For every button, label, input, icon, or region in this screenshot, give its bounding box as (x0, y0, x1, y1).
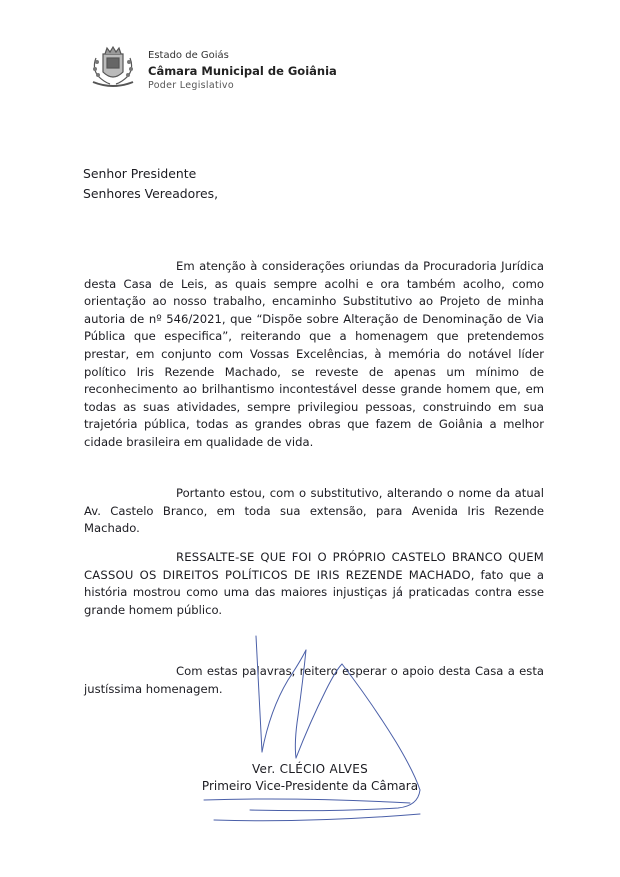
paragraph-1-text: Em atenção à considerações oriundas da Procuradoria Jurídica desta Casa de Leis, as quais sempre acolhi e ora também acolho, como orientação ao nosso trabalho, encaminho Substitutivo ao Projeto de minha autoria de nº 546/2021, que “Dispõe sobre Alteração de Denominação de Via Pública que especifica”, reiterando que a homenagem que pretendemos prestar, em conjunto com Vossas Excelências, à memória do notável líder político Iris Rezende Machado, se reveste de apenas um mínimo de reconhecimento ao brilhantismo incontestável desse grande homem que, em todas as suas atividades, sempre privilegiou pessoas, construindo em sua trajetória pública, todas as grandes obras que fazem de Goiânia a melhor cidade brasileira em qualidade de vida. (84, 259, 544, 449)
signer-name: Ver. CLÉCIO ALVES (251, 762, 369, 776)
branch-name: Poder Legislativo (148, 80, 234, 91)
paragraph-3-emphasis: RESSALTE-SE QUE FOI O PRÓPRIO CASTELO BRANCO QUEM CASSOU OS DIREITOS POLÍTICOS DE IRIS REZENDE MACHADO, (84, 550, 544, 582)
salutation-president: Senhor Presidente (83, 166, 197, 181)
salutation-councilors: Senhores Vereadores, (83, 186, 219, 201)
state-name: Estado de Goiás (148, 50, 229, 61)
chamber-name: Câmara Municipal de Goiânia (148, 64, 337, 78)
paragraph-2-text: Portanto estou, com o substitutivo, alterando o nome da atual Av. Castelo Branco, em toda sua extensão, para Avenida Iris Rezende Machado. (84, 486, 544, 536)
paragraph-3-text: fato que a história mostrou como uma das maiores injustiças já praticadas contra esse grande homem público. (84, 567, 545, 617)
signer-role: Primeiro Vice-Presidente da Câmara (201, 779, 419, 793)
paragraph-4-text: Com estas palavras, reitero esperar o apoio desta Casa a esta justíssima homenagem. (84, 664, 544, 696)
